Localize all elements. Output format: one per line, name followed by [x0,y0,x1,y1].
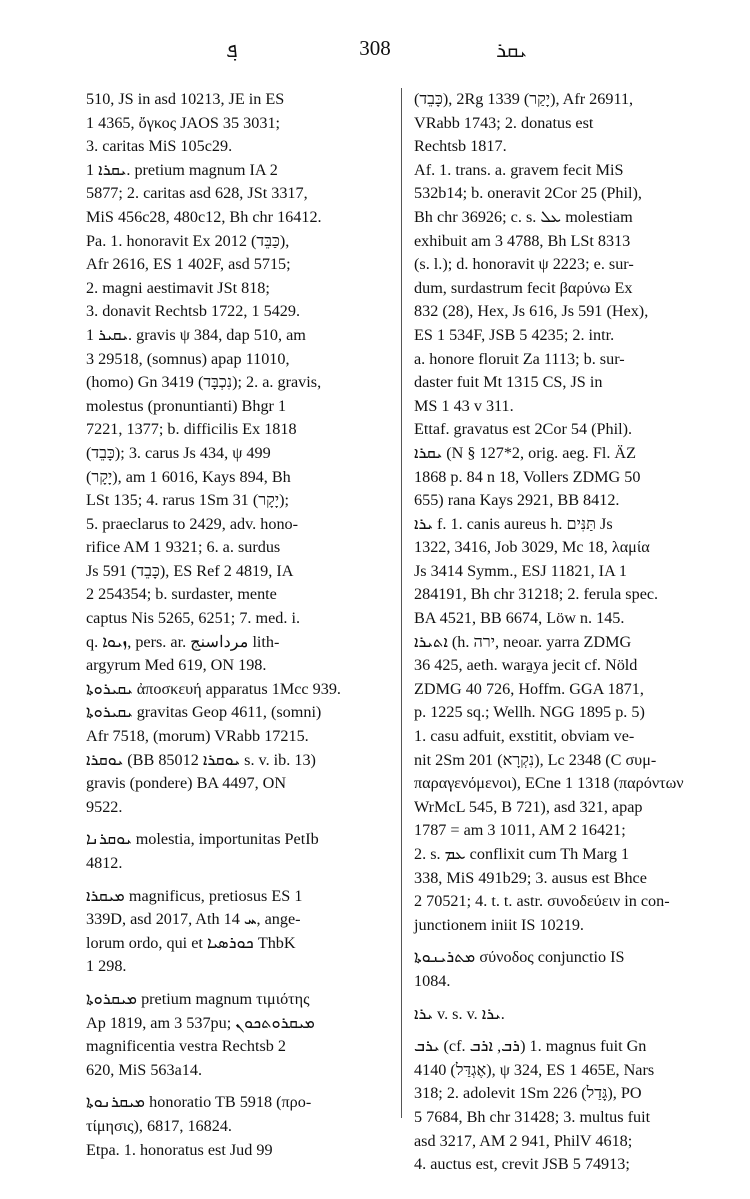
left-column-line: 510, JS in asd 10213, JE in ES [86,90,285,108]
right-column-line: παραγενόμενοι), ECne 1 1318 (παρόντων [414,774,684,793]
right-column-line: Js 3414 Symm., ESJ 11821, IA 1 [414,561,628,580]
right-column-line: 832 (28), Hex, Js 616, Js 591 (Hex), [414,302,649,321]
right-column-line: 1. casu adfuit, exstitit, obviam ve- [414,727,635,746]
right-column-line: 36 425, aeth. wara̱ya jecit cf. Nöld [414,656,638,675]
right-column-line: Ettaf. gravatus est 2Cor 54 (Phil). [414,420,633,439]
left-column-spacer [86,876,386,885]
left-column-line: 2 254354; b. surdaster, mente [86,585,277,604]
right-column-line: ES 1 534F, JSB 5 4235; 2. intr. [414,325,615,344]
left-column-line: Js 591 (כָּבֵד), ES Ref 2 4819, IA [86,561,294,580]
right-column [414,88,714,1177]
left-column-line: ܝܘܩܪܢܐ molestia, importunitas PetIb [86,830,319,849]
right-column-line: BA 4521, BB 6674, Löw n. 145. [414,609,625,628]
left-column-line: ܝܩܪܐ 1. pretium magnum IA 2 [86,160,278,179]
left-column-line: MiS 456c28, 480c12, Bh chr 16412. [86,207,322,226]
right-column-line: ܝܪܒ (cf. ܪܒ, ܐܪܒ) 1. magnus fuit Gn [414,1037,647,1056]
right-column-line: 1084. [414,971,451,990]
left-column-line: 620, MiS 563a14. [86,1060,203,1079]
right-column-line: ܝܪܐ v. s. v. ܝܪܐ. [414,1004,505,1023]
right-column-line: 284191, Bh chr 31218; 2. ferula spec. [414,585,659,604]
left-column-line: 3. caritas MiS 105c29. [86,137,233,156]
left-column [86,88,386,1162]
right-column-line: asd 3217, AM 2 941, PhilV 4618; [414,1131,633,1150]
left-column-line: (כָּבֵד); 3. carus Js 434, ψ 499 [86,443,271,462]
right-column-line: VRabb 1743; 2. donatus est [414,113,594,132]
left-column-spacer [86,979,386,988]
page-header [0,36,750,68]
left-column-line: Etpa. 1. honoratus est Jud 99 [86,1140,273,1159]
right-column-line: exhibuit am 3 4788, Bh LSt 8313 [414,231,631,250]
left-column-line: magnificentia vestra Rechtsb 2 [86,1037,287,1056]
left-column-spacer [86,819,386,828]
right-column-line: Bh chr 36926; c. s. ܥܠ molestiam [414,207,633,226]
left-column-line: (homo) Gn 3419 (נִכְבָּד); 2. a. gravis, [86,373,322,392]
left-column-line: lorum ordo, qui et ܟܘܪܣܝܐ ThbK [86,933,296,952]
left-column-line: τίμησις), 6817, 16824. [86,1116,232,1135]
left-column-line: Afr 2616, ES 1 402F, asd 5715; [86,255,291,274]
left-column-line: 9522. [86,797,123,816]
left-column-line: ܡܝܩܪܘܬܐ pretium magnum τιμιότης [86,989,310,1008]
right-column-line: 2 70521; 4. t. t. astr. συνοδεύειν in con- [414,892,670,911]
column-divider [401,88,402,1118]
right-column-line: dum, surdastrum fecit βαρύνω Ex [414,278,633,297]
left-column-line: captus Nis 5265, 6251; 7. med. i. [86,609,301,628]
left-column-line: ܝܩܝܪ 1. gravis ψ 384, dap 510, am [86,325,306,344]
left-column-line: ܝܩܝܪܘܬܐ ἀποσκευή apparatus 1Mcc 939. [86,679,341,698]
left-column-line: (יָקָר), am 1 6016, Kays 894, Bh [86,467,291,486]
left-column-line: gravis (pondere) BA 4497, ON [86,774,287,793]
left-column-line: 2. magni aestimavit JSt 818; [86,278,270,297]
left-column-line: Afr 7518, (morum) VRabb 17215. [86,727,309,746]
right-column-line: (כָּבֵד), 2Rg 1339 (יָקַר), Afr 26911, [414,90,634,108]
left-column-line: ܝܘܩܪܐ (BB 85012 ܝܘܩܪܐ s. v. ib. 13) [86,750,316,769]
right-column-line: MS 1 43 v 311. [414,396,514,415]
left-column-line: 7221, 1377; b. difficilis Ex 1818 [86,420,297,439]
right-column-line: 1868 p. 84 n 18, Vollers ZDMG 50 [414,467,641,486]
left-column-line: argyrum Med 619, ON 198. [86,656,267,675]
left-column-line: ܝܩܝܪܘܬܐ gravitas Geop 4611, (somni) [86,703,322,722]
right-column-line: WrMcL 545, B 721), asd 321, apap [414,797,643,816]
left-column-line: molestus (pronuntianti) Bhgr 1 [86,396,287,415]
right-column-spacer [414,1026,714,1035]
right-column-line: 4. auctus est, crevit JSB 5 74913; [414,1155,630,1174]
right-column-line: a. honore floruit Za 1113; b. sur- [414,349,625,368]
right-column-line: 532b14; b. oneravit 2Cor 25 (Phil), [414,184,642,203]
left-column-line: rifice AM 1 9321; 6. a. surdus [86,538,281,557]
left-column-line: LSt 135; 4. rarus 1Sm 31 (יָקָר); [86,491,289,510]
page-number: 308 [359,36,391,60]
header-left-letter: ܦ݂ [226,38,238,62]
right-column-line: 318; 2. adolevit 1Sm 226 (גָּדַל), PO [414,1084,642,1103]
left-column-line: 3. donavit Rechtsb 1722, 1 5429. [86,302,301,321]
left-column-line: q. ܙܝܘܐ, pers. ar. مرداسنج lith- [86,632,280,651]
right-column-line: daster fuit Mt 1315 CS, JS in [414,373,603,392]
right-column-line: ܡܬܪܝܢܘܬܐ σύνοδος conjunctio IS [414,948,625,967]
right-column-line: 338, MiS 491b29; 3. ausus est Bhce [414,868,647,887]
right-column-line: 2. s. ܥܡ conflixit cum Th Marg 1 [414,845,630,863]
right-column-spacer [414,937,714,946]
header-right-letter: ܝܩܪ [496,38,527,62]
right-column-line: nit 2Sm 201 (נִקְרָא), Lc 2348 (C συμ- [414,750,657,769]
left-column-line: 5877; 2. caritas asd 628, JSt 3317, [86,184,308,203]
left-column-line: ܡܝܩܪܢܘܬܐ honoratio TB 5918 (προ- [86,1093,312,1112]
right-column-line: Af. 1. trans. a. gravem fecit MiS [414,160,624,179]
left-column-spacer [86,1082,386,1091]
right-column-line: p. 1225 sq.; Wellh. NGG 1895 p. 5) [414,703,645,722]
left-column-line: 339D, asd 2017, Ath ܚ 14, ange- [86,910,301,929]
left-column-line: 1 298. [86,957,127,976]
left-column-line: 4812. [86,854,123,872]
right-column-line: 4140 (אֶגְדַּל), ψ 324, ES 1 465E, Nars [414,1060,655,1079]
right-column-line: Rechtsb 1817. [414,137,507,156]
left-column-line: 5. praeclarus to 2429, adv. hono- [86,514,299,533]
right-column-line: junctionem iniit IS 10219. [414,915,584,934]
right-column-line: ZDMG 40 726, Hoffm. GGA 1871, [414,679,644,698]
right-column-line: 5 7684, Bh chr 31428; 3. multus fuit [414,1107,651,1126]
left-column-line: Ap 1819, am 3 537pu; ܡܝܩܪܘܬܟܘܢ [86,1013,315,1032]
left-column-line: 1 4365, ὄγκος JAOS 35 3031; [86,113,281,132]
right-column-line: ܝܩܪܐ (N § 127*2, orig. aeg. Fl. ÄZ [414,443,636,462]
right-column-spacer [414,994,714,1003]
right-column-line: 655) rana Kays 2921, BB 8412. [414,491,620,510]
right-column-line: (s. l.); d. honoravit ψ 2223; e. sur- [414,255,634,274]
left-column-line: Pa. 1. honoravit Ex 2012 (כַּבֵּד), [86,231,290,250]
left-column-line: ܡܝܩܪܐ magnificus, pretiosus ES 1 [86,886,303,905]
right-column-line: 1787 = am 3 1011, AM 2 16421; [414,821,626,840]
right-column-line: 1322, 3416, Job 3029, Mc 18, λαμία [414,538,650,557]
right-column-line: ܝܪܐ f. 1. canis aureus h. תַּנִּים Js [414,514,613,533]
right-column-line: ܐܬܝܪܐ (h. ירה, neoar. yarra ZDMG [414,632,632,651]
left-column-line: 3 29518, (somnus) apap 11010, [86,349,290,368]
